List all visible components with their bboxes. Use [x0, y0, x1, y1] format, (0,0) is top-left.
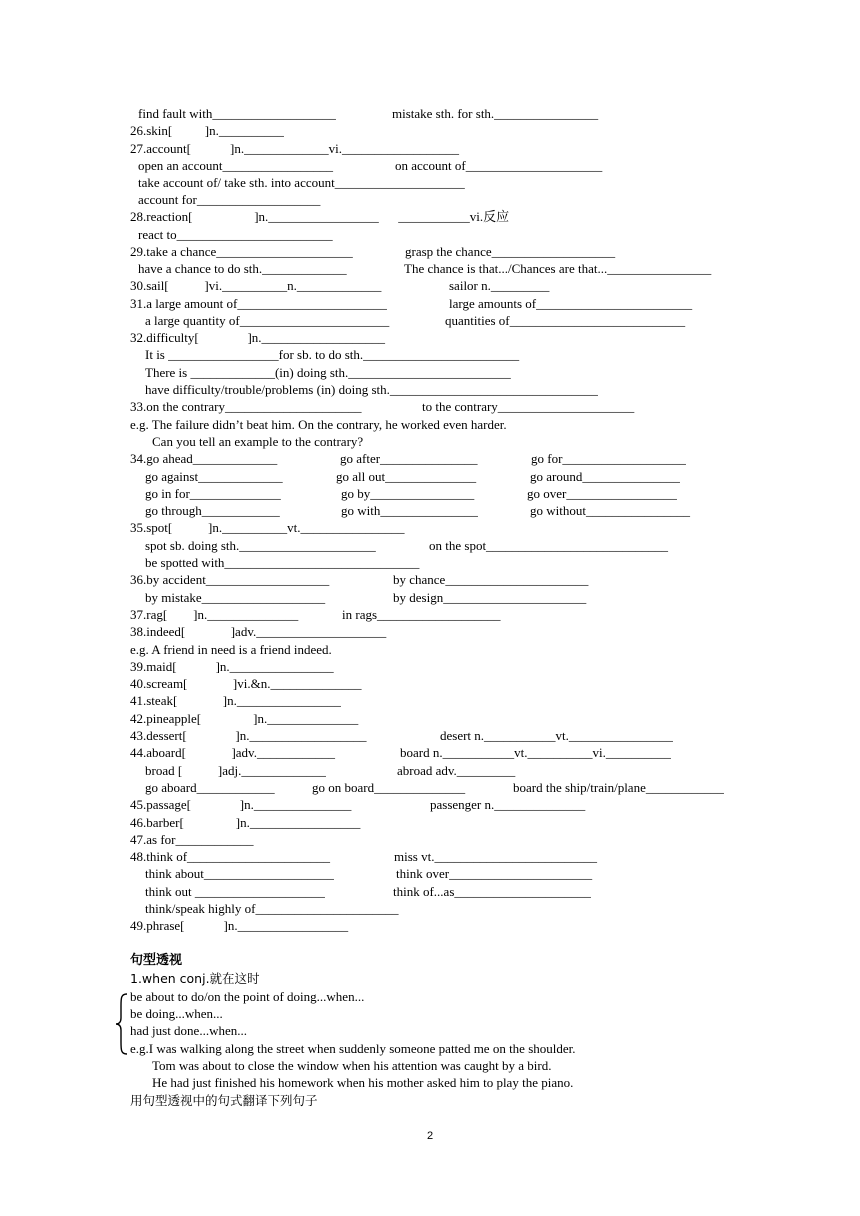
vocab-line — [138, 191, 838, 208]
vocab-entry: have difficulty/trouble/problems (in) doing sth.________________________________ — [145, 382, 598, 397]
vocab-entry: go over_________________ — [527, 486, 677, 501]
vocab-line — [145, 900, 845, 917]
vocab-entry: 28.reaction[ ]n._________________ ___________vi.反应 — [130, 209, 510, 224]
vocab-line — [130, 243, 830, 260]
vocab-line — [130, 641, 830, 658]
vocab-entry: to the contrary_____________________ — [422, 399, 635, 414]
vocab-entry: go in for______________ — [145, 486, 281, 501]
vocab-entry: account for___________________ — [138, 192, 321, 207]
vocab-entry: 47.as for____________ — [130, 832, 254, 847]
vocab-entry: board the ship/train/plane____________ — [513, 780, 724, 795]
vocab-entry: 43.dessert[ ]n.__________________ — [130, 728, 367, 743]
vocab-line — [145, 468, 845, 485]
vocab-entry: go by________________ — [341, 486, 475, 501]
vocab-line — [130, 744, 830, 761]
vocab-line — [130, 122, 830, 139]
vocab-entry: go around_______________ — [530, 469, 680, 484]
vocab-line — [145, 485, 845, 502]
pattern-line-1: be about to do/on the point of doing...when... — [130, 989, 365, 1004]
vocab-entry: go aboard____________ — [145, 780, 275, 795]
vocab-line — [130, 675, 830, 692]
vocab-line — [130, 796, 830, 813]
vocab-line — [130, 831, 830, 848]
vocab-entry: a large quantity of_______________________ — [145, 313, 390, 328]
curly-brace-icon — [115, 992, 129, 1056]
vocab-line — [138, 174, 838, 191]
vocab-line — [130, 329, 830, 346]
vocab-entry: go for___________________ — [531, 451, 686, 466]
vocab-entry: go without________________ — [530, 503, 690, 518]
vocab-line — [145, 346, 845, 363]
vocab-line — [130, 208, 830, 225]
example-sentence-3: He had just finished his homework when his mother asked him to play the piano. — [152, 1075, 574, 1090]
translation-instruction: 用句型透视中的句式翻译下列句子 — [130, 1093, 318, 1108]
vocab-line — [130, 571, 830, 588]
vocab-entry: think over______________________ — [396, 866, 593, 881]
vocab-entry: think/speak highly of______________________ — [145, 901, 399, 916]
vocab-entry: open an account_________________ — [138, 158, 333, 173]
vocab-entry: abroad adv._________ — [397, 763, 516, 778]
vocab-entry: go all out______________ — [336, 469, 477, 484]
vocab-entry: spot sb. doing sth._____________________ — [145, 538, 376, 553]
vocab-entry: 48.think of______________________ — [130, 849, 331, 864]
vocab-entry: go against_____________ — [145, 469, 283, 484]
vocab-line — [145, 779, 845, 796]
vocab-line — [130, 848, 830, 865]
vocab-line — [130, 814, 830, 831]
vocab-entry: board n.___________vt.__________vi.__________ — [400, 745, 671, 760]
vocab-entry: 34.go ahead_____________ — [130, 451, 278, 466]
vocab-line — [130, 295, 830, 312]
vocab-entry: 27.account[ ]n._____________vi.__________________ — [130, 141, 459, 156]
vocab-entry: 30.sail[ ]vi.__________n._____________ — [130, 278, 382, 293]
vocab-entry: 46.barber[ ]n._________________ — [130, 815, 361, 830]
vocab-entry: go on board______________ — [312, 780, 466, 795]
vocab-line — [130, 917, 830, 934]
vocab-line — [145, 381, 845, 398]
vocab-line — [145, 537, 845, 554]
vocab-entry: large amounts of________________________ — [449, 296, 693, 311]
vocab-entry: quantities of___________________________ — [445, 313, 686, 328]
vocab-line — [130, 450, 830, 467]
vocab-entry: mistake sth. for sth.________________ — [392, 106, 599, 121]
vocab-line — [130, 623, 830, 640]
vocab-entry: 49.phrase[ ]n._________________ — [130, 918, 349, 933]
vocab-line — [130, 727, 830, 744]
vocab-entry: grasp the chance___________________ — [405, 244, 616, 259]
vocab-entry: think about____________________ — [145, 866, 334, 881]
vocab-entry: 41.steak[ ]n.________________ — [130, 693, 341, 708]
vocab-line — [145, 865, 845, 882]
vocab-line — [145, 883, 845, 900]
vocab-line — [130, 606, 830, 623]
vocab-entry: The chance is that.../Chances are that...________________ — [404, 261, 712, 276]
vocab-line — [145, 364, 845, 381]
vocab-entry: 32.difficulty[ ]n.___________________ — [130, 330, 386, 345]
vocab-entry: e.g. A friend in need is a friend indeed. — [130, 642, 332, 657]
vocab-line — [138, 260, 838, 277]
vocab-entry: 44.aboard[ ]adv.____________ — [130, 745, 335, 760]
vocab-entry: 29.take a chance_____________________ — [130, 244, 353, 259]
vocab-entry: desert n.___________vt.________________ — [440, 728, 673, 743]
vocab-line — [130, 416, 830, 433]
vocab-entry: 38.indeed[ ]adv.____________________ — [130, 624, 387, 639]
vocab-line — [145, 312, 845, 329]
pattern-item-1: 1.when conj.就在这时 — [130, 971, 260, 986]
vocab-line — [138, 105, 838, 122]
vocab-entry: 36.by accident___________________ — [130, 572, 330, 587]
vocab-entry: think of...as_____________________ — [393, 884, 591, 899]
vocab-line — [145, 554, 845, 571]
vocab-entry: find fault with___________________ — [138, 106, 336, 121]
example-sentence-1: e.g.I was walking along the street when suddenly someone patted me on the shoulder. — [130, 1041, 576, 1056]
vocab-entry: by mistake___________________ — [145, 590, 326, 605]
vocab-entry: There is _____________(in) doing sth._________________________ — [145, 365, 511, 380]
vocab-line — [138, 226, 838, 243]
vocab-line — [130, 658, 830, 675]
vocab-line — [130, 398, 830, 415]
page-number: 2 — [426, 1130, 434, 1142]
vocab-entry: 42.pineapple[ ]n.______________ — [130, 711, 359, 726]
vocab-entry: It is _________________for sb. to do sth.________________________ — [145, 347, 520, 362]
vocab-entry: e.g. The failure didn’t beat him. On the contrary, he worked even harder. — [130, 417, 507, 432]
vocab-entry: miss vt._________________________ — [394, 849, 597, 864]
vocab-entry: by design______________________ — [393, 590, 587, 605]
vocab-entry: have a chance to do sth._____________ — [138, 261, 347, 276]
vocab-line — [145, 502, 845, 519]
vocab-entry: on the spot____________________________ — [429, 538, 669, 553]
pattern-line-3: had just done...when... — [130, 1023, 247, 1038]
vocab-entry: 33.on the contrary_____________________ — [130, 399, 362, 414]
pattern-line-2: be doing...when... — [130, 1006, 223, 1021]
vocab-entry: be spotted with______________________________ — [145, 555, 420, 570]
vocab-line — [138, 157, 838, 174]
vocab-line — [130, 140, 830, 157]
vocab-line — [152, 433, 852, 450]
vocab-entry: on account of_____________________ — [395, 158, 603, 173]
vocab-line — [145, 762, 845, 779]
vocab-entry: 39.maid[ ]n.________________ — [130, 659, 334, 674]
vocab-entry: 35.spot[ ]n.__________vt.________________ — [130, 520, 405, 535]
vocab-entry: 37.rag[ ]n.______________ — [130, 607, 299, 622]
vocab-entry: go through____________ — [145, 503, 280, 518]
vocab-entry: sailor n._________ — [449, 278, 550, 293]
vocab-entry: passenger n.______________ — [430, 797, 586, 812]
vocab-entry: broad [ ]adj._____________ — [145, 763, 326, 778]
vocab-entry: go with_______________ — [341, 503, 478, 518]
vocab-entry: Can you tell an example to the contrary? — [152, 434, 364, 449]
vocab-line — [130, 710, 830, 727]
vocab-entry: take account of/ take sth. into account____________________ — [138, 175, 465, 190]
vocab-line — [145, 589, 845, 606]
vocab-entry: in rags___________________ — [342, 607, 501, 622]
section-heading: 句型透视 — [130, 953, 183, 968]
example-sentence-2: Tom was about to close the window when his attention was caught by a bird. — [152, 1058, 552, 1073]
vocab-line — [130, 277, 830, 294]
vocab-entry: go after_______________ — [340, 451, 478, 466]
vocab-line — [130, 692, 830, 709]
vocab-entry: 31.a large amount of_______________________ — [130, 296, 387, 311]
vocab-line — [130, 519, 830, 536]
vocab-entry: 40.scream[ ]vi.&n.______________ — [130, 676, 362, 691]
vocab-entry: 26.skin[ ]n.__________ — [130, 123, 284, 138]
vocab-entry: by chance______________________ — [393, 572, 589, 587]
vocab-entry: react to________________________ — [138, 227, 333, 242]
vocab-entry: think out ____________________ — [145, 884, 325, 899]
vocab-entry: 45.passage[ ]n._______________ — [130, 797, 352, 812]
